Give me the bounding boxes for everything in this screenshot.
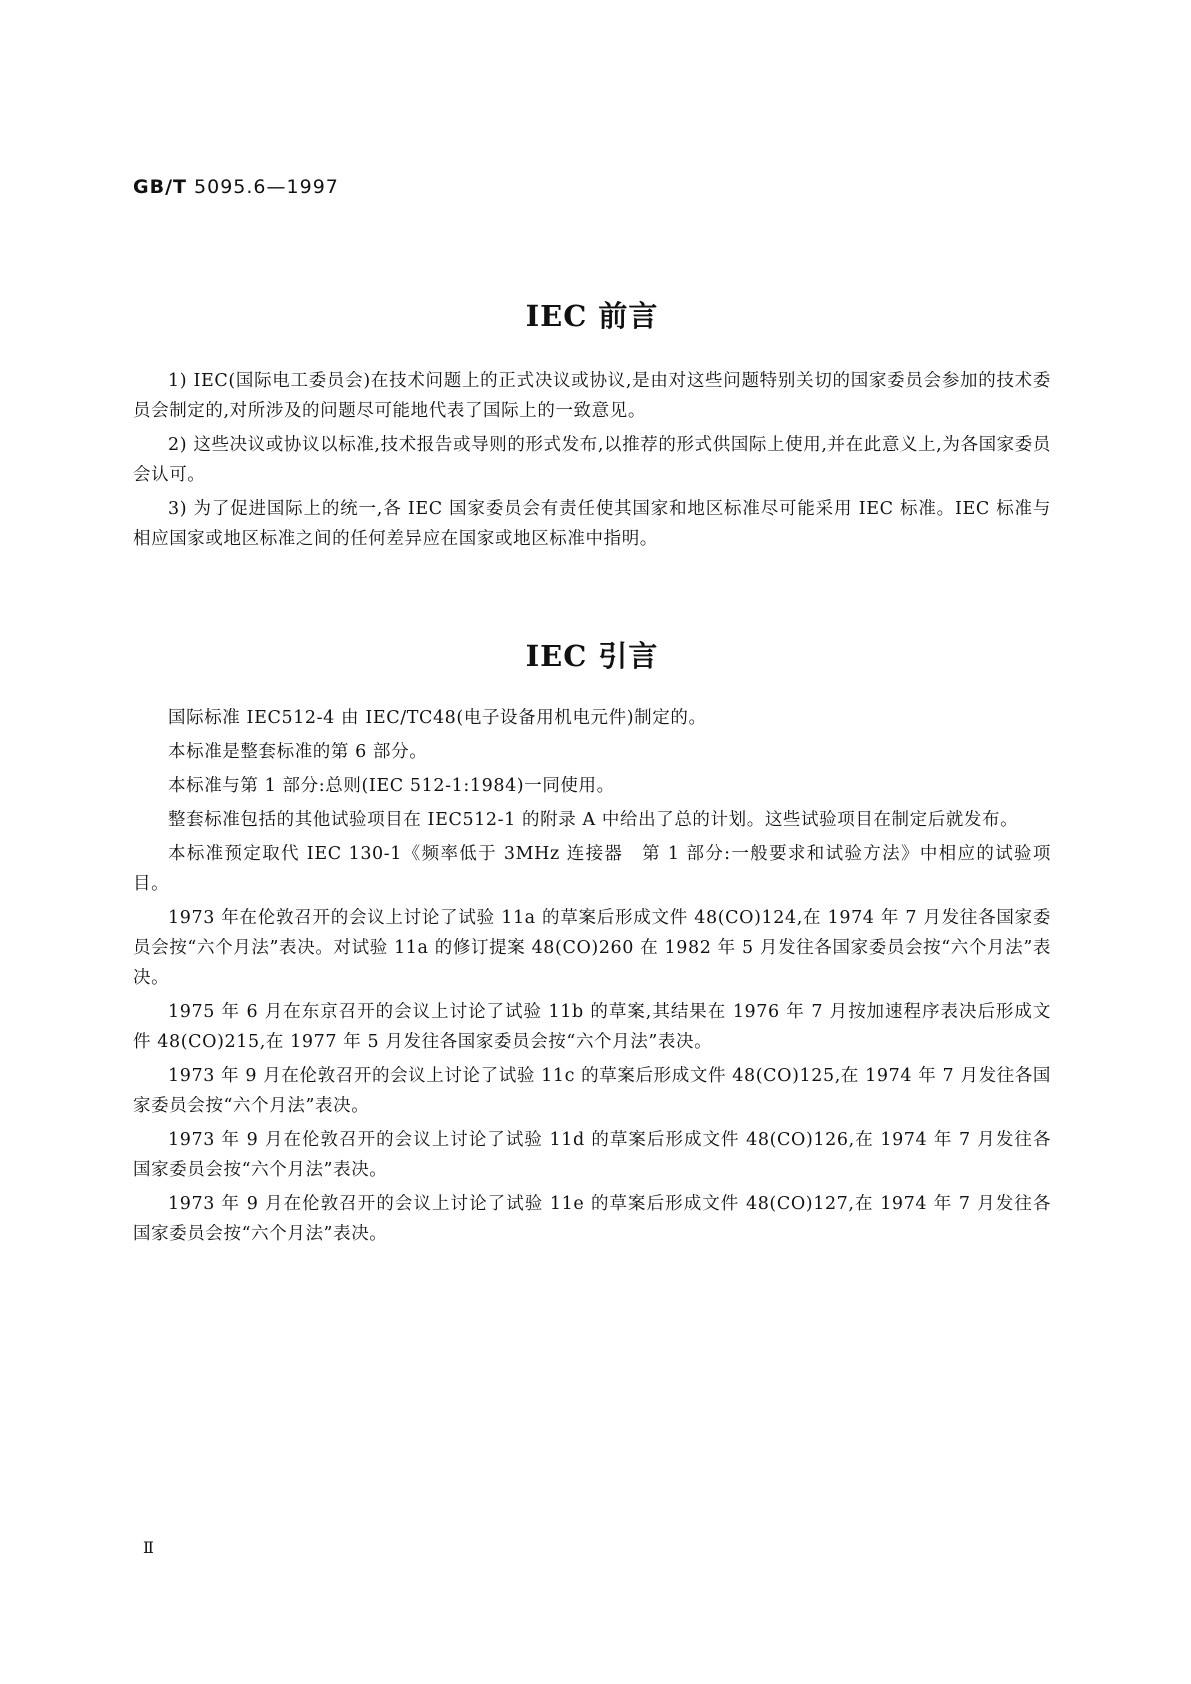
introduction-paragraph: 本标准与第 1 部分:总则(IEC 512-1:1984)一同使用。	[168, 776, 615, 796]
introduction-paragraph: 1975 年 6 月在东京召开的会议上讨论了试验 11b 的草案,其结果在 1976 年 7 月按加速程序表决后形成文件 48(CO)215,在 1977 年 5 月发往各国家委员会按“六个月法”表决。	[133, 1002, 1051, 1052]
page-number: Ⅱ	[143, 1538, 154, 1557]
introduction-paragraph: 1973 年 9 月在伦敦召开的会议上讨论了试验 11d 的草案后形成文件 48(CO)126,在 1974 年 7 月发往各国家委员会按“六个月法”表决。	[133, 1130, 1051, 1180]
introduction-paragraph: 1973 年在伦敦召开的会议上讨论了试验 11a 的草案后形成文件 48(CO)124,在 1974 年 7 月发往各国家委员会按“六个月法”表决。对试验 11a 的修订提案 48(CO)260 在 1982 年 5 月发往各国家委员会按“六个月法”表决。	[133, 908, 1051, 988]
introduction-paragraph: 本标准预定取代 IEC 130-1《频率低于 3MHz 连接器 第 1 部分:一般要求和试验方法》中相应的试验项目。	[133, 844, 1051, 894]
introduction-paragraph: 整套标准包括的其他试验项目在 IEC512-1 的附录 A 中给出了总的计划。这些试验项目在制定后就发布。	[168, 810, 1019, 830]
standard-number-header	[133, 176, 339, 198]
introduction-paragraph: 本标准是整套标准的第 6 部分。	[168, 742, 428, 762]
standard-prefix: GB/T	[133, 176, 187, 198]
foreword-paragraph: 1) IEC(国际电工委员会)在技术问题上的正式决议或协议,是由对这些问题特别关切的国家委员会参加的技术委员会制定的,对所涉及的问题尽可能地代表了国际上的一致意见。	[133, 371, 1051, 421]
introduction-paragraph: 1973 年 9 月在伦敦召开的会议上讨论了试验 11c 的草案后形成文件 48(CO)125,在 1974 年 7 月发往各国家委员会按“六个月法”表决。	[133, 1066, 1051, 1116]
foreword-body	[133, 366, 1051, 558]
standard-number: 5095.6—1997	[194, 176, 339, 198]
foreword-paragraph: 2) 这些决议或协议以标准,技术报告或导则的形式发布,以推荐的形式供国际上使用,并在此意义上,为各国家委员会认可。	[133, 435, 1051, 485]
foreword-title: IEC 前言	[525, 299, 659, 333]
introduction-title: IEC 引言	[525, 639, 659, 673]
introduction-body	[133, 703, 1051, 1253]
introduction-paragraph: 1973 年 9 月在伦敦召开的会议上讨论了试验 11e 的草案后形成文件 48(CO)127,在 1974 年 7 月发往各国家委员会按“六个月法”表决。	[133, 1194, 1051, 1244]
foreword-paragraph: 3) 为了促进国际上的统一,各 IEC 国家委员会有责任使其国家和地区标准尽可能采用 IEC 标准。IEC 标准与相应国家或地区标准之间的任何差异应在国家或地区标准中指明。	[133, 499, 1051, 549]
introduction-paragraph: 国际标准 IEC512-4 由 IEC/TC48(电子设备用机电元件)制定的。	[168, 708, 707, 728]
